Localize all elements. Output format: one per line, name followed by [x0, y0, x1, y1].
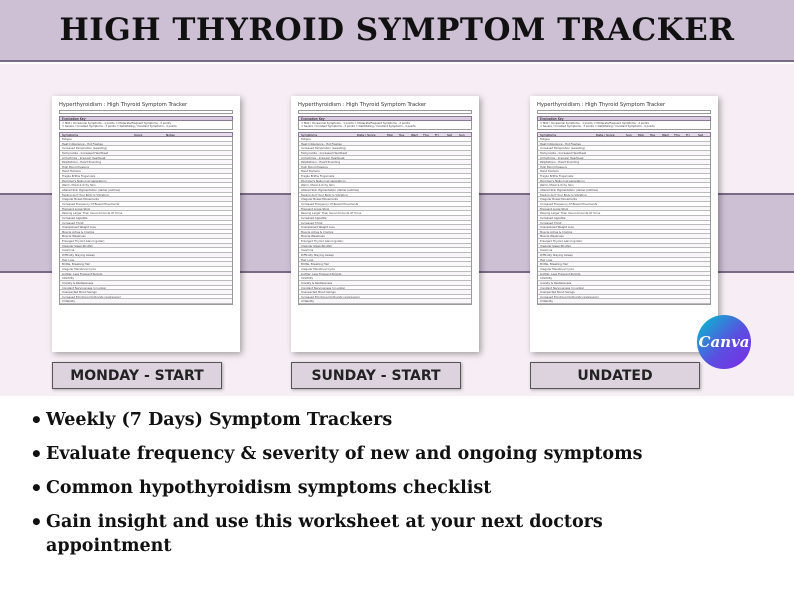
symptom-row: Enlarged Thyroid Gland (goiter): [538, 239, 710, 244]
eval-key-header: Evaluation Key: [298, 116, 472, 121]
symptom-row: High Blood Pressure: [299, 165, 471, 170]
symptom-row: Hand Tremors: [60, 169, 232, 174]
symptom-row: Increased Perspiration (sweating): [538, 146, 710, 151]
symptom-list: [298, 137, 472, 305]
feature-text: Evaluate frequency & severity of new and ongoing symptoms: [46, 444, 643, 464]
eval-line: = Mild / Occasional Symptoms - 1 points = Moderate/Frequent Symptoms - 2 points: [301, 122, 410, 125]
symptom-row: Frequent Loose Stool: [60, 207, 232, 212]
symptom-row: Hand Tremors: [538, 169, 710, 174]
symptom-row: Irregular Bowel Movements: [299, 197, 471, 202]
symptom-row: Insomnia: [538, 248, 710, 253]
symptom-row: Insomnia: [299, 248, 471, 253]
symptom-row: Passing Larger Than Usual Amounts Of Urine: [60, 211, 232, 216]
tracker-sheet-sunday: [291, 96, 479, 352]
symptom-row: Irritability: [60, 299, 232, 304]
symptom-row: Increased Emotional Outbursts (aggression): [60, 295, 232, 300]
bullet-icon: •: [30, 442, 43, 466]
symptom-row: Plummer's Nails (nail separation): [299, 179, 471, 184]
eval-line: = Severe / Constant Symptoms - 3 points = Debilitating / Constant Symptoms - 4 points: [540, 125, 655, 129]
symptom-row: Altered Skin Pigmentation (darker patches): [299, 188, 471, 193]
symptom-row: Constant Nervousness (on edge): [60, 286, 232, 291]
symptom-row: Anxiety & Restlessness: [299, 281, 471, 286]
symptom-row: Irritability: [299, 299, 471, 304]
symptom-row: Irregular Sleep Rhythm: [60, 244, 232, 249]
symptom-row: Increased Emotional Outbursts (aggression): [299, 295, 471, 300]
eval-line: = Mild / Occasional Symptoms - 1 points = Moderate/Frequent Symptoms - 2 points: [540, 122, 649, 125]
symptom-row: Enlarged Thyroid Gland (goiter): [299, 239, 471, 244]
symptom-row: Heat Intolerance - Hot Flashes: [60, 142, 232, 147]
symptom-row: Frequent Loose Stool: [299, 207, 471, 212]
symptom-row: Altered Skin Pigmentation (darker patches): [538, 188, 710, 193]
tracker-sheet-undated: [530, 96, 718, 352]
eval-key-header: Evaluation Key: [59, 116, 233, 121]
symptom-row: Irritability: [538, 299, 710, 304]
symptom-row: Increased Frequency Of Bowel Movements: [299, 202, 471, 207]
symptom-row: Fatigue: [299, 137, 471, 142]
symptom-row: Heat Intolerance - Hot Flashes: [538, 142, 710, 147]
symptom-row: Feeling As If Your Body Is Vibrating: [60, 193, 232, 198]
bullet-icon: •: [30, 510, 43, 534]
symptom-row: Unexplained Weight Loss: [60, 225, 232, 230]
symptom-row: Difficulty Staying Asleep: [60, 253, 232, 258]
eval-key-header: Evaluation Key: [537, 116, 711, 121]
symptom-row: Unexpected Mood Swings: [60, 290, 232, 295]
symptom-row: Irregular Bowel Movements: [538, 197, 710, 202]
symptom-row: Tachycardia - Increased Heartbeat: [538, 151, 710, 156]
symptom-row: Heat Intolerance - Hot Flashes: [299, 142, 471, 147]
symptom-row: Plummer's Nails (nail separation): [60, 179, 232, 184]
symptom-row: Infertility: [299, 276, 471, 281]
symptom-row: Anxiety & Restlessness: [538, 281, 710, 286]
symptom-row: Increased Thirst: [60, 221, 232, 226]
symptom-row: Hair Loss: [299, 258, 471, 263]
symptom-row: Warm, Moist & Itchy Skin: [60, 183, 232, 188]
col-day: Wed: [662, 133, 669, 137]
header-band: [0, 0, 794, 62]
symptom-row: Tachycardia - Increased Heartbeat: [60, 151, 232, 156]
symptom-row: Constant Nervousness (on edge): [538, 286, 710, 291]
feature-text: Gain insight and use this worksheet at your next doctors appointment: [46, 512, 603, 556]
tracker-sheet-monday: [52, 96, 240, 352]
col-symptoms: Symptoms: [540, 133, 557, 137]
symptom-row: Irregular Sleep Rhythm: [299, 244, 471, 249]
symptom-row: Muscle Aches & Cramps: [538, 230, 710, 235]
symptom-row: Constant Nervousness (on edge): [299, 286, 471, 291]
symptom-row: Increased Appetite: [299, 216, 471, 221]
feature-item: [30, 510, 770, 558]
symptom-row: Increased Appetite: [60, 216, 232, 221]
eval-key-box: [537, 121, 711, 130]
eval-key-box: [298, 121, 472, 130]
symptom-row: Palpitations - Heart Pounding: [60, 160, 232, 165]
symptom-row: Irregular Menstrual Cycle: [538, 267, 710, 272]
symptom-row: Altered Skin Pigmentation (darker patches): [60, 188, 232, 193]
symptom-row: Irregular Menstrual Cycle: [299, 267, 471, 272]
symptom-row: Unexplained Weight Loss: [538, 225, 710, 230]
symptom-row: Difficulty Staying Asleep: [299, 253, 471, 258]
symptom-row: Increased Perspiration (sweating): [60, 146, 232, 151]
symptom-row: Muscle Weakness: [299, 234, 471, 239]
symptom-row: Infertility: [60, 276, 232, 281]
symptom-list: [59, 137, 233, 305]
symptom-row: Irregular Bowel Movements: [60, 197, 232, 202]
feature-item: [30, 408, 770, 432]
eval-line: = Mild / Occasional Symptoms - 1 points = Moderate/Frequent Symptoms - 2 points: [62, 122, 171, 125]
symptom-row: Arrhythmia - Irregular Heartbeat: [60, 156, 232, 161]
symptom-row: Arrhythmia - Irregular Heartbeat: [299, 156, 471, 161]
symptom-row: Increased Appetite: [538, 216, 710, 221]
symptom-row: Palpitations - Heart Pounding: [299, 160, 471, 165]
symptom-row: Irregular Sleep Rhythm: [538, 244, 710, 249]
symptom-row: Lighter, Less Frequent Periods: [299, 272, 471, 277]
symptom-row: Passing Larger Than Usual Amounts Of Urine: [538, 211, 710, 216]
symptom-row: Lighter, Less Frequent Periods: [60, 272, 232, 277]
eval-line: = Severe / Constant Symptoms - 3 points = Debilitating / Constant Symptoms - 4 points: [301, 125, 416, 129]
symptom-row: Brittle, Breaking Hair: [538, 262, 710, 267]
symptom-row: High Blood Pressure: [538, 165, 710, 170]
symptom-row: Passing Larger Than Usual Amounts Of Urine: [299, 211, 471, 216]
symptom-row: Muscle Weakness: [538, 234, 710, 239]
symptom-row: Enlarged Thyroid Gland (goiter): [60, 239, 232, 244]
bullet-icon: •: [30, 408, 43, 432]
eval-key-box: [59, 121, 233, 130]
symptom-row: Palpitations - Heart Pounding: [538, 160, 710, 165]
col-symptoms: Symptoms: [62, 133, 79, 137]
col-day: Tue: [650, 133, 656, 137]
symptom-row: Warm, Moist & Itchy Skin: [299, 183, 471, 188]
symptom-row: Tachycardia - Increased Heartbeat: [299, 151, 471, 156]
symptom-row: Frequent Loose Stool: [538, 207, 710, 212]
symptom-row: Unexpected Mood Swings: [299, 290, 471, 295]
sheet-title: Hyperthyroidism : High Thyroid Symptom Tracker: [298, 102, 427, 108]
symptom-row: Fragile Brittle Fingernails: [538, 174, 710, 179]
col-day: Mon: [638, 133, 645, 137]
eval-line: = Severe / Constant Symptoms - 3 points = Debilitating / Constant Symptoms - 4 points: [62, 125, 177, 129]
col-day: Fri: [686, 133, 690, 137]
feature-text: Common hypothyroidism symptoms checklist: [46, 478, 492, 498]
symptom-row: Increased Frequency Of Bowel Movements: [60, 202, 232, 207]
symptom-row: Hair Loss: [60, 258, 232, 263]
col-day: Sun: [459, 133, 465, 137]
symptom-row: Unexpected Mood Swings: [538, 290, 710, 295]
col-day: Mon: [387, 133, 394, 137]
symptom-row: Muscle Aches & Cramps: [299, 230, 471, 235]
symptom-row: Increased Perspiration (sweating): [299, 146, 471, 151]
col-day: Thu: [423, 133, 429, 137]
symptom-row: Increased Emotional Outbursts (aggression): [538, 295, 710, 300]
feature-item: [30, 476, 770, 500]
date-line: [537, 110, 711, 114]
feature-item: [30, 442, 770, 466]
symptom-row: Fatigue: [538, 137, 710, 142]
symptom-row: Arrhythmia - Irregular Heartbeat: [538, 156, 710, 161]
symptom-row: Hand Tremors: [299, 169, 471, 174]
feature-list: [30, 408, 770, 568]
symptom-row: Fatigue: [60, 137, 232, 142]
symptom-row: Fragile Brittle Fingernails: [299, 174, 471, 179]
symptom-list: [537, 137, 711, 305]
symptom-row: Plummer's Nails (nail separation): [538, 179, 710, 184]
symptom-row: Fragile Brittle Fingernails: [60, 174, 232, 179]
col-day: Wed: [411, 133, 418, 137]
symptom-row: Unexplained Weight Loss: [299, 225, 471, 230]
symptom-row: Insomnia: [60, 248, 232, 253]
symptom-row: Brittle, Breaking Hair: [299, 262, 471, 267]
col-day: Thu: [674, 133, 680, 137]
date-line: [298, 110, 472, 114]
symptom-row: High Blood Pressure: [60, 165, 232, 170]
symptom-row: Difficulty Staying Asleep: [538, 253, 710, 258]
col-notes: Notes: [166, 133, 175, 137]
symptom-row: Infertility: [538, 276, 710, 281]
page-title: HIGH THYROID SYMPTOM TRACKER: [59, 12, 735, 48]
col-day: Sun: [626, 133, 632, 137]
col-day: Fri: [435, 133, 439, 137]
col-score: Score: [134, 133, 143, 137]
symptom-row: Muscle Weakness: [60, 234, 232, 239]
symptom-row: Feeling As If Your Body Is Vibrating: [299, 193, 471, 198]
symptom-row: Irregular Menstrual Cycle: [60, 267, 232, 272]
symptom-row: Brittle, Breaking Hair: [60, 262, 232, 267]
col-symptoms: Symptoms: [301, 133, 318, 137]
col-day: Tue: [399, 133, 405, 137]
label-sunday-start: SUNDAY - START: [291, 362, 461, 389]
col-date-score: Date / Score: [357, 133, 376, 137]
sheet-title: Hyperthyroidism : High Thyroid Symptom Tracker: [537, 102, 666, 108]
symptom-row: Hair Loss: [538, 258, 710, 263]
col-date-score: Date / Score: [596, 133, 615, 137]
canva-logo-badge: Canva: [697, 315, 751, 369]
symptom-row: Lighter, Less Frequent Periods: [538, 272, 710, 277]
symptom-row: Increased Thirst: [299, 221, 471, 226]
sheet-title: Hyperthyroidism : High Thyroid Symptom Tracker: [59, 102, 188, 108]
bullet-icon: •: [30, 476, 43, 500]
symptom-row: Anxiety & Restlessness: [60, 281, 232, 286]
symptom-row: Increased Frequency Of Bowel Movements: [538, 202, 710, 207]
col-day: Sat: [698, 133, 703, 137]
symptom-row: Increased Thirst: [538, 221, 710, 226]
symptom-row: Muscle Aches & Cramps: [60, 230, 232, 235]
feature-text: Weekly (7 Days) Symptom Trackers: [46, 410, 393, 430]
symptom-row: Feeling As If Your Body Is Vibrating: [538, 193, 710, 198]
label-monday-start: MONDAY - START: [52, 362, 222, 389]
label-undated: UNDATED: [530, 362, 700, 389]
symptom-row: Warm, Moist & Itchy Skin: [538, 183, 710, 188]
date-line: [59, 110, 233, 114]
col-day: Sat: [447, 133, 452, 137]
